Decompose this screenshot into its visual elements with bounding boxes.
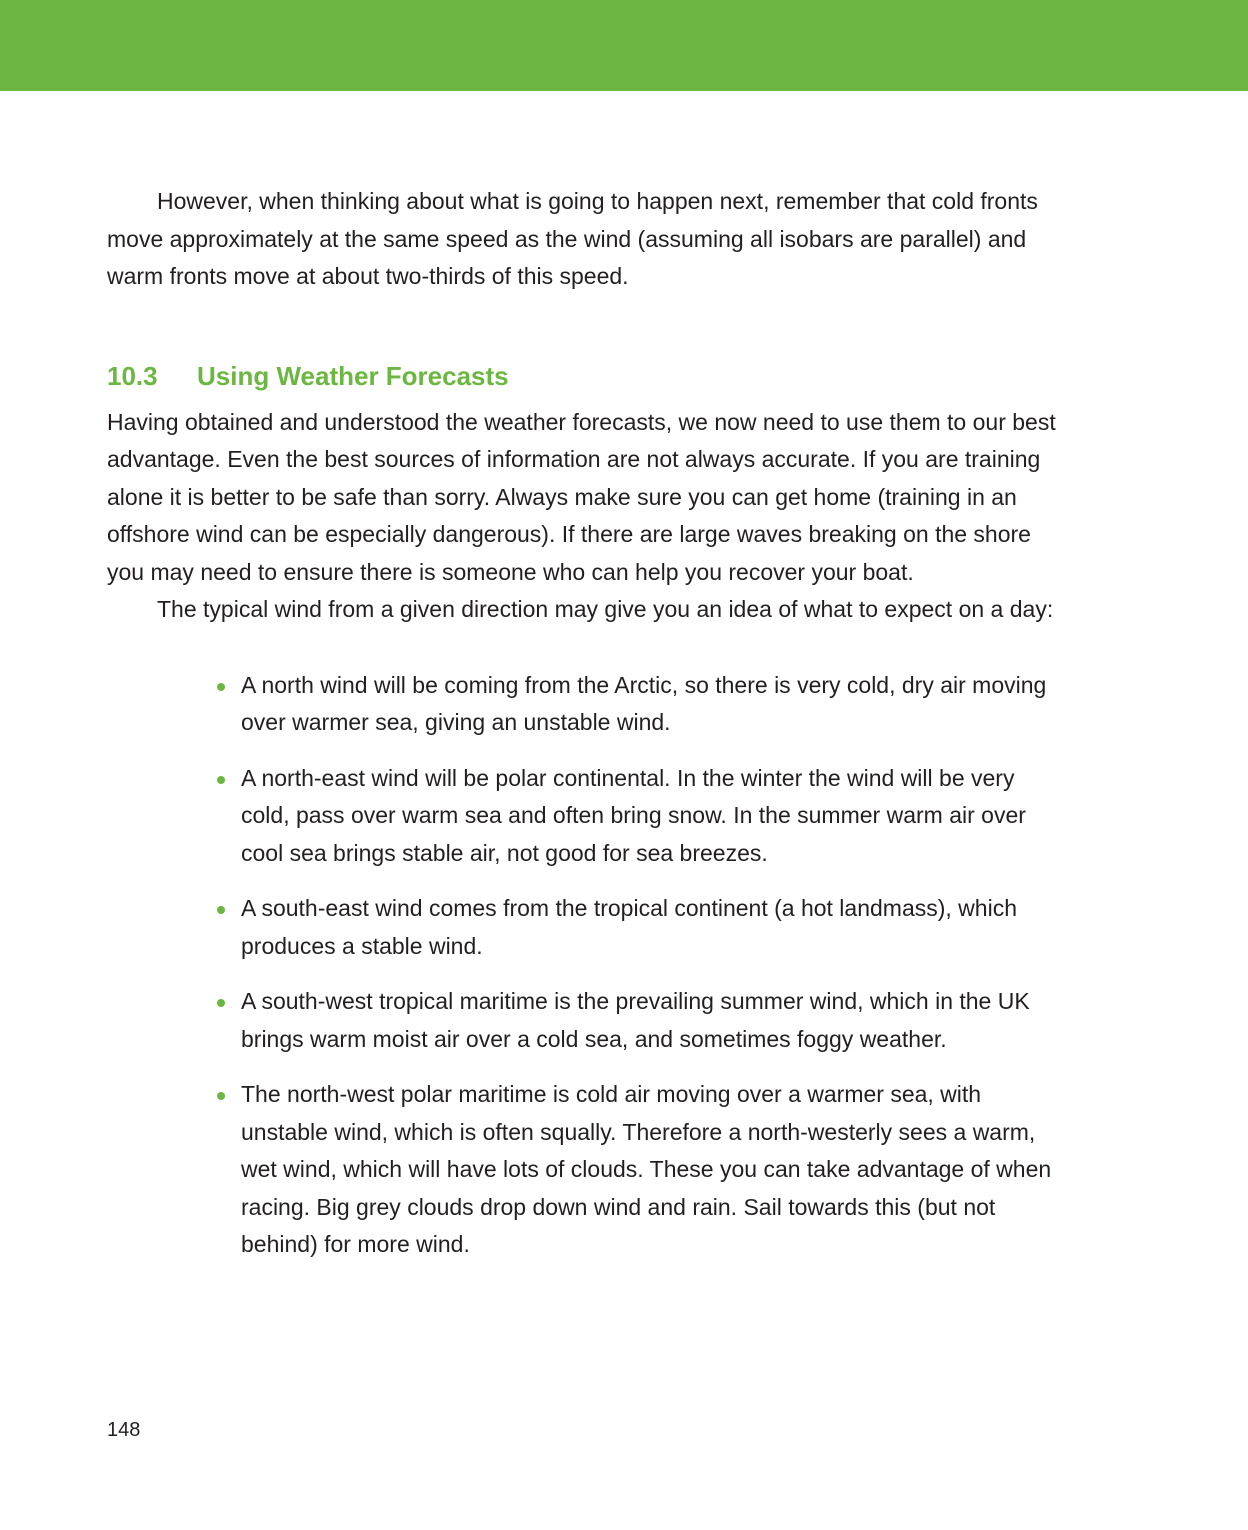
wind-direction-list bbox=[107, 667, 1067, 1264]
body-paragraph-lead-in: The typical wind from a given direction may give you an idea of what to expect on a day: bbox=[157, 596, 1054, 622]
list-item-text: A south-east wind comes from the tropical continent (a hot landmass), which produces a stable wind. bbox=[241, 895, 1017, 959]
header-band bbox=[0, 0, 1248, 91]
list-item-text: The north-west polar maritime is cold air moving over a warmer sea, with unstable wind, which is often squally. Therefore a north-westerly sees a warm, wet wind, which will have lots of clouds. These you can take advantage of when racing. Big grey clouds drop down wind and rain. Sail towards this (but not behind) for more wind. bbox=[241, 1081, 1052, 1257]
list-item bbox=[241, 760, 1067, 873]
body-paragraph: Having obtained and understood the weather forecasts, we now need to use them to our best advantage. Even the best sources of information are not always accurate. If you are training alone it is better to be safe than sorry. Always make sure you can get home (training in an offshore wind can be especially dangerous). If there are large waves breaking on the shore you may need to ensure there is someone who can help you recover your boat. bbox=[107, 408, 1056, 585]
section-title: Using Weather Forecasts bbox=[197, 360, 509, 391]
list-item-text: A north wind will be coming from the Arctic, so there is very cold, dry air moving over warmer sea, giving an unstable wind. bbox=[241, 671, 1047, 735]
section-heading bbox=[107, 358, 1067, 394]
bullet-dot-icon bbox=[217, 999, 225, 1007]
list-item bbox=[241, 1076, 1067, 1264]
list-item bbox=[241, 890, 1067, 965]
bullet-dot-icon bbox=[217, 683, 225, 691]
bullet-dot-icon bbox=[217, 776, 225, 784]
list-item bbox=[241, 667, 1067, 742]
section-number: 10.3 bbox=[107, 360, 158, 391]
list-item-text: A north-east wind will be polar continental. In the winter the wind will be very cold, pass over warm sea and often bring snow. In the summer warm air over cool sea brings stable air, not good for sea breezes. bbox=[241, 764, 1026, 866]
list-item-text: A south-west tropical maritime is the prevailing summer wind, which in the UK brings warm moist air over a cold sea, and sometimes foggy weather. bbox=[241, 988, 1030, 1052]
bullet-dot-icon bbox=[217, 906, 225, 914]
page-number: 148 bbox=[107, 1419, 141, 1441]
page-content bbox=[107, 183, 1067, 1282]
bullet-dot-icon bbox=[217, 1092, 225, 1100]
intro-paragraph: However, when thinking about what is going to happen next, remember that cold fronts move approximately at the same speed as the wind (assuming all isobars are parallel) and warm fronts move at about two-thirds of this speed. bbox=[107, 188, 1038, 289]
list-item bbox=[241, 983, 1067, 1058]
